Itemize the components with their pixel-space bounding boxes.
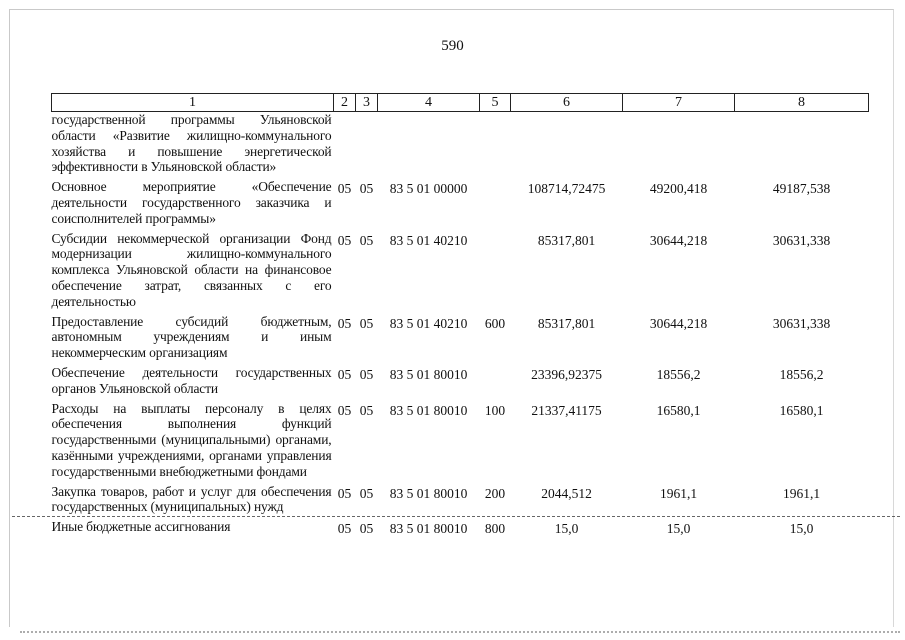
table-row	[52, 179, 869, 230]
row-target-code: 83 5 01 00000	[389, 181, 468, 197]
row-amount-col8: 16580,1	[779, 402, 824, 418]
row-section	[334, 112, 356, 180]
row-expense-type	[480, 231, 511, 314]
row-amount-col8: 18556,2	[779, 366, 824, 382]
row-expense-type: 800	[484, 521, 506, 537]
row-target-code: 83 5 01 40210	[389, 315, 468, 331]
row-section: 05	[337, 232, 352, 248]
row-subsection: 05	[359, 315, 374, 331]
row-target-code	[378, 112, 480, 180]
row-name: Предоставление субсидий бюджетным, автономным учреждениям и иным некоммерческим организациям	[51, 313, 332, 361]
row-target-code: 83 5 01 80010	[389, 402, 468, 418]
row-name: Обеспечение деятельности государственных органов Ульяновской области	[51, 364, 332, 396]
header-row	[52, 94, 869, 112]
scan-artifact-line	[12, 516, 900, 517]
row-amount-col7: 30644,218	[649, 315, 708, 331]
table-row	[52, 401, 869, 484]
header-col-2: 2	[334, 94, 356, 112]
row-section: 05	[337, 181, 352, 197]
header-col-3: 3	[356, 94, 378, 112]
row-expense-type: 600	[484, 315, 506, 331]
row-name: Субсидии некоммерческой организации Фонд модернизации жилищно-коммунального комплекса Ульяновской области на финансовое обеспечение затрат, связанных с его деятельностью	[51, 230, 332, 309]
header-col-5: 5	[480, 94, 511, 112]
row-expense-type	[480, 179, 511, 230]
row-expense-type: 100	[484, 402, 506, 418]
row-name: Основное мероприятие «Обеспечение деятельности государственного заказчика и соисполнителей программы»	[51, 179, 332, 226]
row-subsection: 05	[359, 402, 374, 418]
budget-table	[51, 93, 869, 537]
row-amount-col7: 49200,418	[649, 181, 708, 197]
row-target-code: 83 5 01 80010	[389, 485, 468, 501]
row-amount-col7: 18556,2	[656, 366, 701, 382]
row-name: государственной программы Ульяновской области «Развитие жилищно-коммунального хозяйства и повышение энергетической эффективности в Ульяновской области»	[51, 112, 332, 175]
row-amount-col6: 85317,801	[537, 232, 596, 248]
row-amount-col6: 23396,92375	[531, 366, 602, 382]
scan-artifact-bottom	[20, 631, 900, 633]
row-amount-col6: 21337,41175	[531, 402, 602, 418]
row-amount-col7	[623, 112, 735, 180]
row-name: Расходы на выплаты персоналу в целях обеспечения выполнения функций государственными (муниципальными) органами, казёнными учреждениями, органами управления государственными внебюджетными фондами	[51, 400, 332, 479]
row-amount-col7: 30644,218	[649, 232, 708, 248]
row-amount-col8: 30631,338	[772, 315, 831, 331]
row-amount-col8: 1961,1	[782, 485, 821, 501]
row-target-code: 83 5 01 40210	[389, 232, 468, 248]
row-subsection: 05	[359, 521, 374, 537]
row-amount-col6	[511, 112, 623, 180]
table-header	[52, 94, 869, 112]
row-amount-col6: 2044,512	[541, 485, 592, 501]
row-amount-col7: 1961,1	[659, 485, 698, 501]
header-col-4: 4	[378, 94, 480, 112]
row-subsection: 05	[359, 232, 374, 248]
row-amount-col8: 49187,538	[772, 181, 831, 197]
row-expense-type	[480, 112, 511, 180]
row-expense-type: 200	[484, 485, 506, 501]
row-amount-col7: 16580,1	[656, 402, 701, 418]
table-row	[52, 365, 869, 401]
row-target-code: 83 5 01 80010	[389, 366, 468, 382]
row-subsection: 05	[359, 485, 374, 501]
table-row	[52, 519, 869, 537]
row-amount-col6: 85317,801	[537, 315, 596, 331]
row-section: 05	[337, 402, 352, 418]
table-row	[52, 231, 869, 314]
row-section: 05	[337, 366, 352, 382]
row-amount-col8: 30631,338	[772, 232, 831, 248]
header-col-7: 7	[623, 94, 735, 112]
row-section: 05	[337, 315, 352, 331]
row-amount-col8	[735, 112, 869, 180]
page-number: 590	[441, 38, 464, 54]
row-target-code: 83 5 01 80010	[389, 521, 468, 537]
header-col-6: 6	[511, 94, 623, 112]
row-amount-col7: 15,0	[666, 521, 691, 537]
row-expense-type	[480, 365, 511, 401]
row-amount-col6: 15,0	[554, 521, 579, 537]
table-row	[52, 314, 869, 365]
row-amount-col8: 15,0	[789, 521, 814, 537]
table-body	[52, 112, 869, 537]
row-subsection: 05	[359, 366, 374, 382]
row-name: Закупка товаров, работ и услуг для обеспечения государственных (муниципальных) нужд	[51, 483, 332, 515]
row-name: Иные бюджетные ассигнования	[51, 519, 231, 535]
row-section: 05	[337, 521, 352, 537]
row-section: 05	[337, 485, 352, 501]
row-subsection	[356, 112, 378, 180]
table-row	[52, 484, 869, 520]
header-col-1: 1	[52, 94, 334, 112]
header-col-8: 8	[735, 94, 869, 112]
row-amount-col6: 108714,72475	[527, 181, 606, 197]
table-row	[52, 112, 869, 180]
row-subsection: 05	[359, 181, 374, 197]
